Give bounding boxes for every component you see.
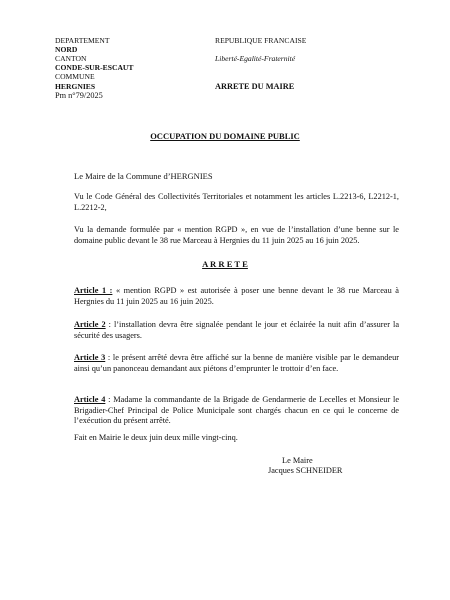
document-subject: OCCUPATION DU DOMAINE PUBLIC [150, 131, 300, 141]
header-commune: COMMUNE [55, 72, 95, 81]
article-4-text: : Madame la commandante de la Brigade de Gendarmerie de Lecelles et Monsieur le Brigadier-Chef Principal de Police Municipale sont chargés chacun en ce qui le concerne de l’exécution du présent arrêté. [74, 395, 399, 425]
header-commune-name: HERGNIES [55, 82, 96, 91]
article-1-text: « mention RGPD » est autorisée à poser une benne devant le 38 rue Marceau à Hergnies du 11 juin 2025 au 16 juin 2025. [74, 286, 399, 306]
arrete-heading: A R R E T E [202, 259, 248, 269]
signature-name: Jacques SCHNEIDER [268, 466, 343, 475]
article-2-text: : l’installation devra être signalée pendant le jour et éclairée la nuit afin d’assurer la sécurité des usagers. [74, 320, 400, 340]
article-3-text: : le présent arrêté devra être affiché sur la benne de manière visible par le demandeur ainsi qu’un panonceau demandant aux piétons d’emprunter le trottoir d’en face. [74, 353, 400, 373]
vu-paragraph-1: Vu le Code Général des Collectivités Territoriales et notamment les articles L.2213-6, L2212-1, L.2212-2, [74, 192, 399, 212]
article-2 [74, 320, 399, 341]
article-1 [74, 286, 399, 307]
document-intro: Le Maire de la Commune d’HERGNIES [74, 171, 213, 181]
header-motto: Liberté-Egalité-Fraternité [215, 54, 296, 63]
article-4-label: Article 4 [74, 395, 106, 404]
header-canton: CANTON [55, 54, 87, 63]
article-1-label: Article 1 : [74, 286, 113, 295]
article-3-label: Article 3 [74, 353, 106, 362]
vu-paragraph-2: Vu la demande formulée par « mention RGPD », en vue de l’installation d’une benne sur le domaine public devant le 38 rue Marceau à Hergnies du 11 juin 2025 au 16 juin 2025. [74, 225, 399, 245]
signature-title: Le Maire [282, 456, 313, 465]
article-4 [74, 395, 399, 427]
article-2-label: Article 2 [74, 320, 106, 329]
header-nord: NORD [55, 45, 78, 54]
header-arrete-title: ARRETE DU MAIRE [215, 82, 295, 91]
header-republique: REPUBLIQUE FRANCAISE [215, 36, 307, 45]
header-departement: DEPARTEMENT [55, 36, 110, 45]
header-reference: Pm n°79/2025 [55, 91, 103, 100]
closing-line: Fait en Mairie le deux juin deux mille vingt-cinq. [74, 433, 238, 442]
header-canton-name: CONDE-SUR-ESCAUT [55, 63, 134, 72]
article-3 [74, 353, 399, 374]
